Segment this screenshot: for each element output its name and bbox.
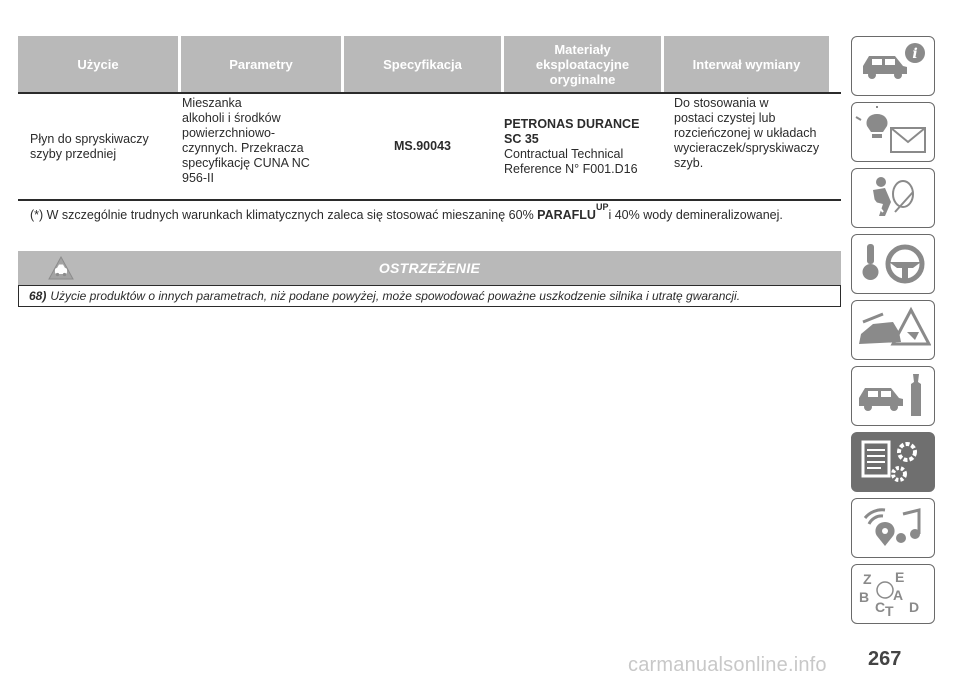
tab-car-info[interactable] [851, 36, 935, 96]
usage-text: Płyn do spryskiwaczy szyby przedniej [30, 131, 149, 161]
tab-safety[interactable] [851, 168, 935, 228]
header-specification [344, 36, 501, 92]
warning-item-text: Użycie produktów o innych parametrach, niż podane powyżej, może spowodować poważne uszkodzenie silnika i utratę gwarancji. [50, 289, 741, 303]
car-info-icon [855, 40, 931, 92]
index-letters-icon [855, 568, 931, 620]
lubricants-table [18, 36, 841, 201]
header-interval-label: Interwał wymiany [692, 56, 801, 72]
svg-text:D: D [909, 599, 920, 615]
material-reference-text: Contractual Technical Reference N° F001.D16 [504, 146, 638, 176]
footnote-brand: PARAFLU [537, 208, 596, 223]
svg-text:Z: Z [863, 571, 872, 587]
header-original-materials [504, 36, 661, 92]
warning-header [18, 251, 841, 285]
tab-emergency[interactable] [851, 300, 935, 360]
header-original-materials-label: Materiały eksploatacyjne oryginalne [535, 41, 630, 87]
specification-text: MS.90043 [394, 139, 451, 153]
warning-item-number: 68) [29, 289, 47, 303]
material-brand-text: PETRONAS DURANCE SC 35 [504, 116, 640, 146]
cell-specification [344, 94, 501, 199]
footnote [30, 202, 830, 223]
parameters-text: Mieszanka alkoholi i środków powierzchniowo- czynnych. Przekracza specyfikację CUNA NC 956-II [182, 96, 310, 185]
header-usage-label: Użycie [77, 56, 119, 72]
tab-index[interactable] [851, 564, 935, 624]
page-number: 267 [868, 648, 902, 670]
svg-text:B: B [859, 589, 870, 605]
car-warning-icon [48, 256, 74, 280]
warning-box [18, 251, 841, 307]
svg-text:i: i [912, 46, 918, 62]
header-parameters-label: Parametry [229, 56, 293, 72]
svg-text:E: E [895, 569, 905, 585]
header-specification-label: Specyfikacja [383, 56, 462, 72]
car-maintenance-icon [855, 370, 931, 422]
svg-text:C: C [875, 599, 886, 615]
tab-warning-lights[interactable] [851, 102, 935, 162]
key-steering-wheel-icon [855, 238, 931, 290]
header-usage [18, 36, 178, 92]
svg-text:A: A [893, 587, 904, 603]
footnote-text: (*) W szczególnie trudnych warunkach klimatycznych zaleca się stosować mieszaninę 60% [30, 208, 538, 223]
header-interval [664, 36, 829, 92]
tab-maintenance[interactable] [851, 366, 935, 426]
car-emergency-icon [855, 304, 931, 356]
cell-interval [664, 94, 829, 199]
interval-text: Do stosowania w postaci czystej lub rozcieńczonej w układach wycieraczek/spryskiwaczy szyb. [674, 96, 820, 170]
table-header [18, 36, 841, 92]
header-parameters [181, 36, 341, 92]
cell-parameters [181, 94, 341, 199]
tab-starting-driving[interactable] [851, 234, 935, 294]
cell-usage [18, 94, 178, 199]
table-bottom-rule [18, 199, 841, 201]
technical-data-icon [855, 436, 931, 488]
multimedia-icon [855, 502, 931, 554]
footnote-text-after: i 40% wody demineralizowanej. [608, 208, 783, 223]
warning-item [18, 285, 841, 307]
chapter-tabs [851, 36, 935, 630]
watermark: carmanualsonline.info [628, 654, 827, 676]
tab-multimedia[interactable] [851, 498, 935, 558]
footnote-brand-superscript: UP [595, 202, 609, 212]
svg-text:T: T [885, 603, 894, 619]
airbag-safety-icon [855, 172, 931, 224]
cell-original-materials [504, 94, 661, 199]
tab-technical-data[interactable] [851, 432, 935, 492]
table-row [18, 94, 841, 199]
warning-lights-icon [855, 106, 931, 158]
warning-title: OSTRZEŻENIE [378, 260, 481, 276]
